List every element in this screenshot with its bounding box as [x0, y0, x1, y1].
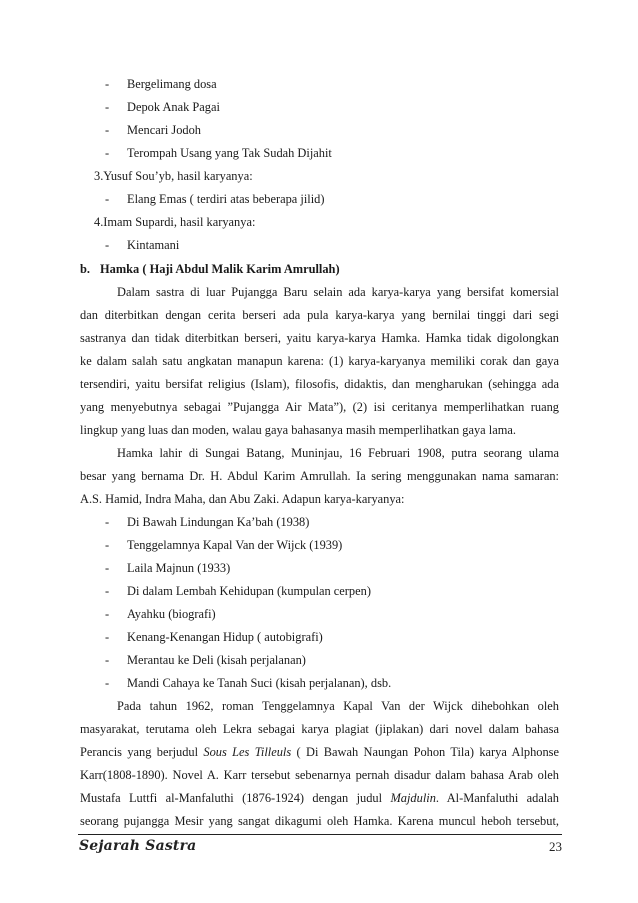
paragraph-line: sastranya dan tidak diterbitkan berseri, yaitu karya-karya Hamka. Hamka tidak digolongkan	[80, 331, 559, 345]
paragraph-line: dan diterbitkan dengan cerita berseri ada pula karya-karya yang bernilai tinggi dari segi	[80, 308, 559, 322]
dash: -	[105, 584, 110, 598]
author-heading-yusuf: 3.Yusuf Sou’yb, hasil karyanya:	[94, 169, 253, 183]
dash: -	[105, 100, 110, 114]
dash: -	[105, 676, 110, 690]
paragraph-line: yang menyebutnya sebagai ”Pujangga Air Mata”), (2) isi ceritanya memperlihatkan ruang	[80, 400, 559, 414]
dash: -	[105, 607, 110, 621]
italic-title: Majdulin	[390, 791, 436, 805]
paragraph-line: ke dalam salah satu angkatan manapun karena: (1) karya-karyanya memiliki corak dan gaya	[80, 354, 559, 368]
paragraph-line: lingkup yang luas dan moden, walau gaya bahasanya masih memperlihatkan gaya lama.	[80, 423, 516, 437]
dash: -	[105, 146, 110, 160]
dash: -	[105, 653, 110, 667]
section-title: Hamka ( Haji Abdul Malik Karim Amrullah)	[100, 262, 340, 276]
dash: -	[105, 238, 110, 252]
paragraph-line: besar yang bernama Dr. H. Abdul Karim Amrullah. Ia sering menggunakan nama samaran:	[80, 469, 559, 483]
paragraph-line: masyarakat, terutama oleh Lekra sebagai karya plagiat (jiplakan) dari novel dalam bahasa	[80, 722, 559, 736]
author-heading-imam: 4.Imam Supardi, hasil karyanya:	[94, 215, 256, 229]
dash: -	[105, 192, 110, 206]
paragraph-line: Pada tahun 1962, roman Tenggelamnya Kapal Van der Wijck dihebohkan oleh	[117, 699, 559, 713]
document-page: - Bergelimang dosa - Depok Anak Pagai - Mencari Jodoh - Terompah Usang yang Tak Sudah Dijahit 3.Yusuf Sou’yb, hasil karyanya: - Elang Emas ( terdiri atas beberapa jilid) 4.Imam Supardi, hasil karyanya: - Kintamani b. Hamka ( Haji Abdul Malik Karim Amrullah) Dalam sastra di luar Pujangga Baru selain ada karya-karya yang bersifat komersial dan diterbitkan dengan cerita berseri ada pula karya-karya yang bernilai tinggi dari segi sastranya dan tidak diterbitkan berseri, yaitu karya-karya Hamka. Hamka tidak digolongkan ke dalam salah satu angkatan manapun karena: (1) karya-karyanya memiliki corak dan gaya tersendiri, yaitu bersifat religius (Islam), filosofis, didaktis, dan mengharukan (sehingga ada yang menyebutnya sebagai ”Pujangga Air Mata”), (2) isi ceritanya memperlihatkan ruang lingkup yang luas dan moden, walau gaya bahasanya masih memperlihatkan gaya lama. Hamka lahir di Sungai Batang, Muninjau, 16 Februari 1908, putra seorang ulama besar yang bernama Dr. H. Abdul Karim Amrullah. Ia sering menggunakan nama samaran: A.S. Hamid, Indra Maha, dan Abu Zaki. Adapun karya-karyanya: - Di Bawah Lindungan Ka’bah (1938) - Tenggelamnya Kapal Van der Wijck (1939) - Laila Majnun (1933) - Di dalam Lembah Kehidupan (kumpulan cerpen) - Ayahku (biografi) - Kenang-Kenangan Hidup ( autobigrafi) - Merantau ke Deli (kisah perjalanan) - Mandi Cahaya ke Tanah Suci (kisah perjalanan), dsb. Pada tahun 1962, roman Tenggelamnya Kapal Van der Wijck dihebohkan oleh masyarakat, terutama oleh Lekra sebagai karya plagiat (jiplakan) dari novel dalam bahasa Perancis yang berjudul Sous Les Tilleuls ( Di Bawah Naungan Pohon Tila) karya Alphonse Karr(1808-1890). Novel A. Karr tersebut sebenarnya pernah disadur dalam bahasa Arab oleh Mustafa Luttfi al-Manfaluthi (1876-1924) dengan judul Majdulin. Al-Manfaluthi adalah seorang pujangga Mesir yang sangat dikagumi oleh Hamka. Karena muncul heboh tersebut, Sejarah Sastra 23	[79, 77, 562, 854]
italic-title: Sous Les Tilleuls	[203, 745, 292, 759]
dash: -	[105, 515, 110, 529]
paragraph-line: seorang pujangga Mesir yang sangat dikagumi oleh Hamka. Karena muncul heboh tersebut,	[80, 814, 559, 828]
footer-rule	[78, 834, 562, 835]
paragraph-line: Perancis yang berjudul Sous Les Tilleuls ( Di Bawah Naungan Pohon Tila) karya Alphonse	[80, 745, 560, 759]
dash: -	[105, 538, 110, 552]
dash: -	[105, 561, 110, 575]
dash: -	[105, 77, 110, 91]
paragraph-line: A.S. Hamid, Indra Maha, dan Abu Zaki. Adapun karya-karyanya:	[80, 492, 405, 506]
dash: -	[105, 630, 110, 644]
page-number: 23	[549, 839, 562, 854]
dash: -	[105, 123, 110, 137]
paragraph-line: Mustafa Luttfi al-Manfaluthi (1876-1924) dengan judul Majdulin. Al-Manfaluthi adalah	[80, 791, 559, 805]
paragraph-line: Dalam sastra di luar Pujangga Baru selain ada karya-karya yang bersifat komersial	[117, 285, 559, 299]
paragraph-line: tersendiri, yaitu bersifat religius (Islam), filosofis, didaktis, dan mengharukan (sehingga ada	[80, 377, 559, 391]
footer-title: Sejarah Sastra	[79, 838, 197, 854]
paragraph-line: Karr(1808-1890). Novel A. Karr tersebut sebenarnya pernah disadur dalam bahasa Arab oleh	[80, 768, 559, 782]
paragraph-line: Hamka lahir di Sungai Batang, Muninjau, 16 Februari 1908, putra seorang ulama	[117, 446, 559, 460]
section-label: b.	[80, 262, 90, 276]
